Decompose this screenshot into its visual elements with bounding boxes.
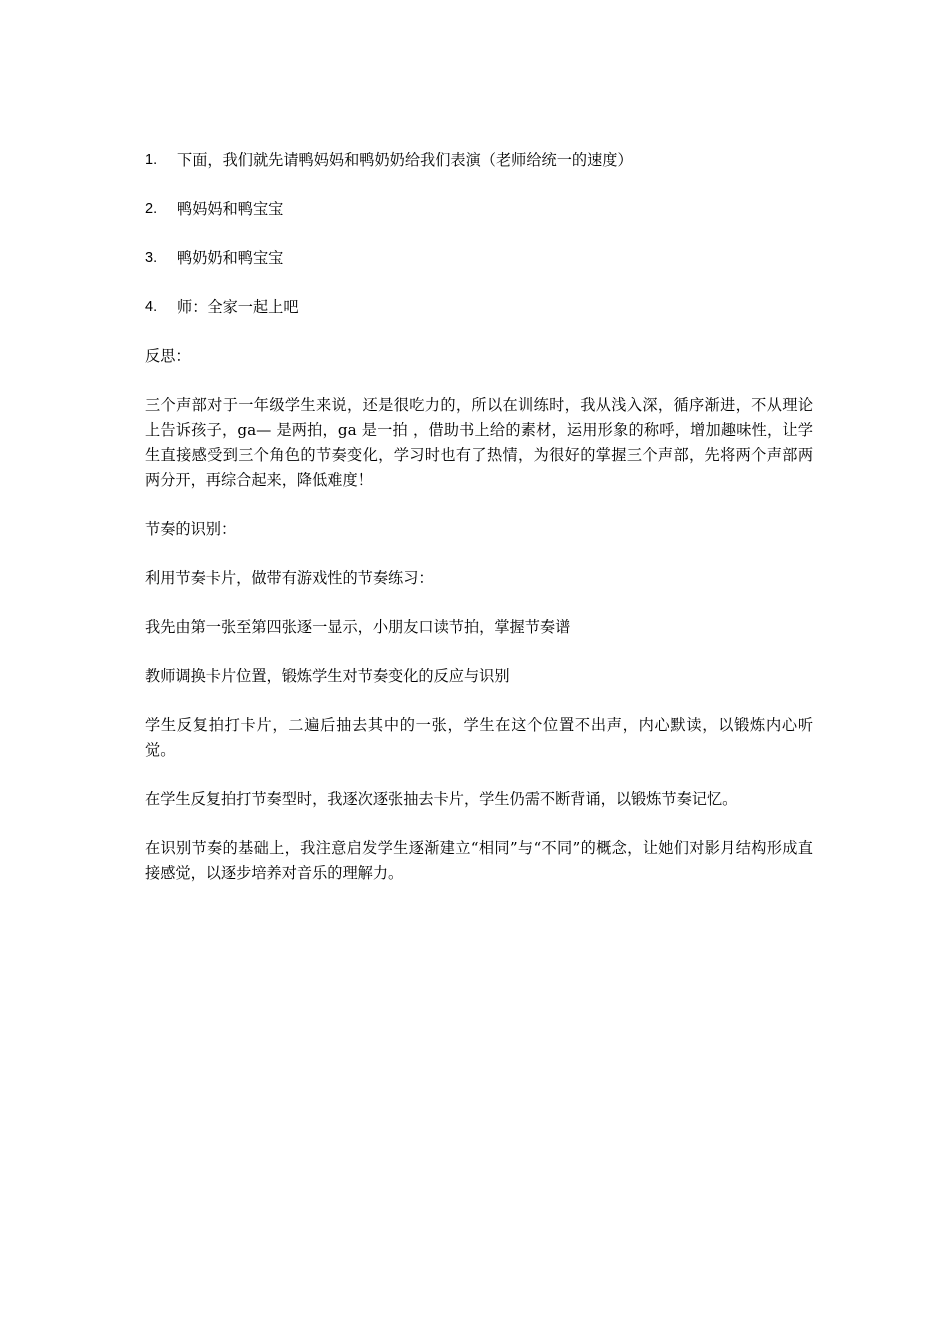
list-number: 4. [145,299,158,315]
paragraph: 在学生反复拍打节奏型时，我逐次逐张抽去卡片，学生仍需不断背诵，以锻炼节奏记忆。 [145,790,738,808]
list-text: 下面，我们就先请鸭妈妈和鸭奶奶给我们表演（老师给统一的速度） [177,151,633,169]
list-text: 鸭妈妈和鸭宝宝 [177,200,284,218]
paragraph: 教师调换卡片位置，锻炼学生对节奏变化的反应与识别 [145,667,510,685]
paragraph: 利用节奏卡片，做带有游戏性的节奏练习： [145,569,434,587]
list-item [145,295,813,320]
heading-rhythm-recognition: 节奏的识别： [145,520,237,538]
list-item [145,246,813,271]
list-text: 师：全家一起上吧 [177,298,299,316]
list-item [145,197,813,222]
heading-reflection: 反思： [145,347,191,365]
list-item [145,148,813,173]
paragraph-reflection: 三个声部对于一年级学生来说，还是很吃力的，所以在训练时，我从浅入深，循序渐进，不从理论上告诉孩子，ga— 是两拍，ga 是一拍 ，借助书上给的素材，运用形象的称呼，增加趣味性，让学生直接感受到三个角色的节奏变化，学习时也有了热情，为很好的掌握三个声部，先将两个声部两两分开，再综合起来，降低难度！ [145,396,813,489]
paragraph: 学生反复拍打卡片，二遍后抽去其中的一张，学生在这个位置不出声，内心默读，以锻炼内心听觉。 [145,716,813,759]
paragraph: 我先由第一张至第四张逐一显示，小朋友口读节拍，掌握节奏谱 [145,618,571,636]
list-number: 2. [145,201,158,217]
list-number: 1. [145,152,158,168]
document-body [145,148,813,910]
paragraph: 在识别节奏的基础上，我注意启发学生逐渐建立“相同”与“不同”的概念，让她们对影月结构形成直接感觉，以逐步培养对音乐的理解力。 [145,839,813,882]
list-number: 3. [145,250,158,266]
list-text: 鸭奶奶和鸭宝宝 [177,249,284,267]
